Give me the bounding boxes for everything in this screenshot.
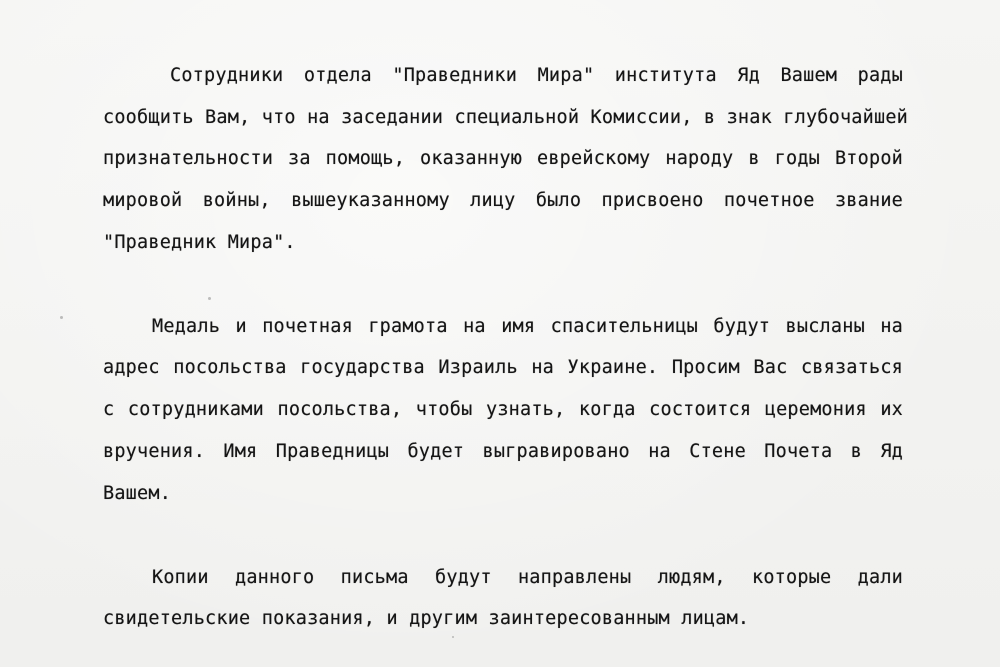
paragraph-1-line-4: мировой войны, вышеуказанному лицу было присвоено почетное звание (103, 190, 903, 211)
scan-speck (452, 636, 454, 638)
paragraph-1-line-3: признательности за помощь, оказанную еврейскому народу в годы Второй (103, 148, 903, 169)
paragraph-2-line-3: с сотрудниками посольства, чтобы узнать, когда состоится церемония их (103, 399, 903, 420)
paragraph-2-line-1: Медаль и почетная грамота на имя спасительницы будут высланы на (152, 316, 903, 337)
paragraph-1-line-2: сообщить Вам, что на заседании специальной Комиссии, в знак глубочайшей (103, 107, 908, 128)
paragraph-2-line-4: вручения. Имя Праведницы будет выгравировано на Стене Почета в Яд (103, 441, 903, 462)
paragraph-3-line-2: свидетельские показания, и другим заинтересованным лицам. (103, 608, 750, 629)
scan-speck (60, 316, 63, 319)
paragraph-3-line-1: Копии данного письма будут направлены людям, которые дали (152, 567, 903, 588)
paragraph-2-line-2: адрес посольства государства Израиль на Украине. Просим Вас связаться (103, 357, 903, 378)
paragraph-2-line-5: Вашем. (103, 483, 172, 504)
scan-speck (208, 297, 211, 300)
paragraph-1-line-5: "Праведник Мира". (103, 232, 296, 253)
paragraph-1-line-1: Сотрудники отдела "Праведники Мира" института Яд Вашем рады (170, 65, 903, 86)
